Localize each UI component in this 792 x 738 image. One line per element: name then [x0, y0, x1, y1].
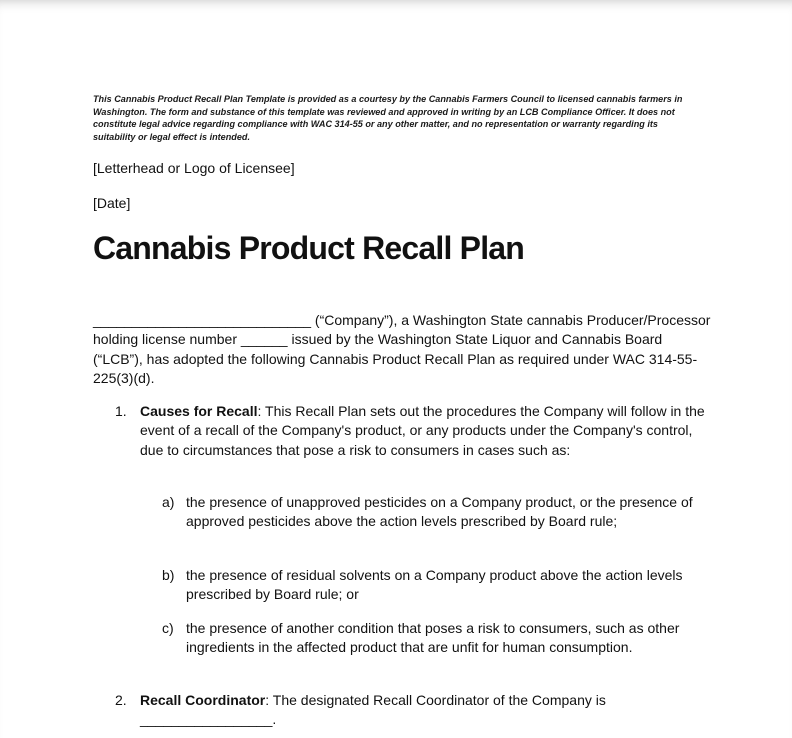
sub-item-a [162, 493, 702, 532]
list-item-recall-coordinator [115, 691, 705, 730]
sub-item-letter: a) [162, 494, 175, 510]
list-number: 2. [115, 692, 127, 708]
list-item-text [140, 691, 705, 730]
sub-item-c [162, 619, 702, 658]
list-item-heading: Causes for Recall [140, 403, 258, 419]
list-item-body: : The designated Recall Coordinator of the Company is _________________. [140, 692, 606, 728]
sub-item-letter: c) [162, 620, 174, 636]
list-item-causes-for-recall [115, 402, 705, 460]
sub-item-letter: b) [162, 567, 175, 583]
sub-item-text: the presence of another condition that poses a risk to consumers, such as other ingredients in the affected product that are unfit for human consumption. [186, 620, 680, 656]
date-placeholder: [Date] [93, 195, 131, 211]
sub-item-b [162, 566, 702, 605]
list-item-body: : This Recall Plan sets out the procedures the Company will follow in the event of a recall of the Company's product, or any products under the Company's control, due to circumstances that pose a risk to consumers in cases such as: [140, 403, 705, 458]
intro-paragraph: ____________________________ (“Company”), a Washington State cannabis Producer/Processor holding license number ______ issued by the Washington State Liquor and Cannabis Board (“LCB”), has adopted the following Cannabis Product Recall Plan as required under WAC 314-55-225(3)(d). [93, 312, 711, 386]
list-item-text [140, 402, 705, 460]
list-item-heading: Recall Coordinator [140, 692, 266, 708]
sub-item-text: the presence of residual solvents on a Company product above the action levels prescribed by Board rule; or [186, 567, 683, 603]
disclaimer-text: This Cannabis Product Recall Plan Template is provided as a courtesy by the Cannabis Farmers Council to licensed cannabis farmers in Washington. The form and substance of this template was reviewed and approved in writing by an LCB Compliance Officer. It does not constitute legal advice regarding compliance with WAC 314-55 or any other matter, and no representation or warranty regarding its suitability or legal effect is intended. [93, 94, 683, 142]
list-number: 1. [115, 403, 127, 419]
document-title: Cannabis Product Recall Plan [93, 230, 525, 266]
sub-item-text: the presence of unapproved pesticides on a Company product, or the presence of approved pesticides above the action levels prescribed by Board rule; [186, 494, 693, 530]
letterhead-placeholder: [Letterhead or Logo of Licensee] [93, 160, 295, 176]
